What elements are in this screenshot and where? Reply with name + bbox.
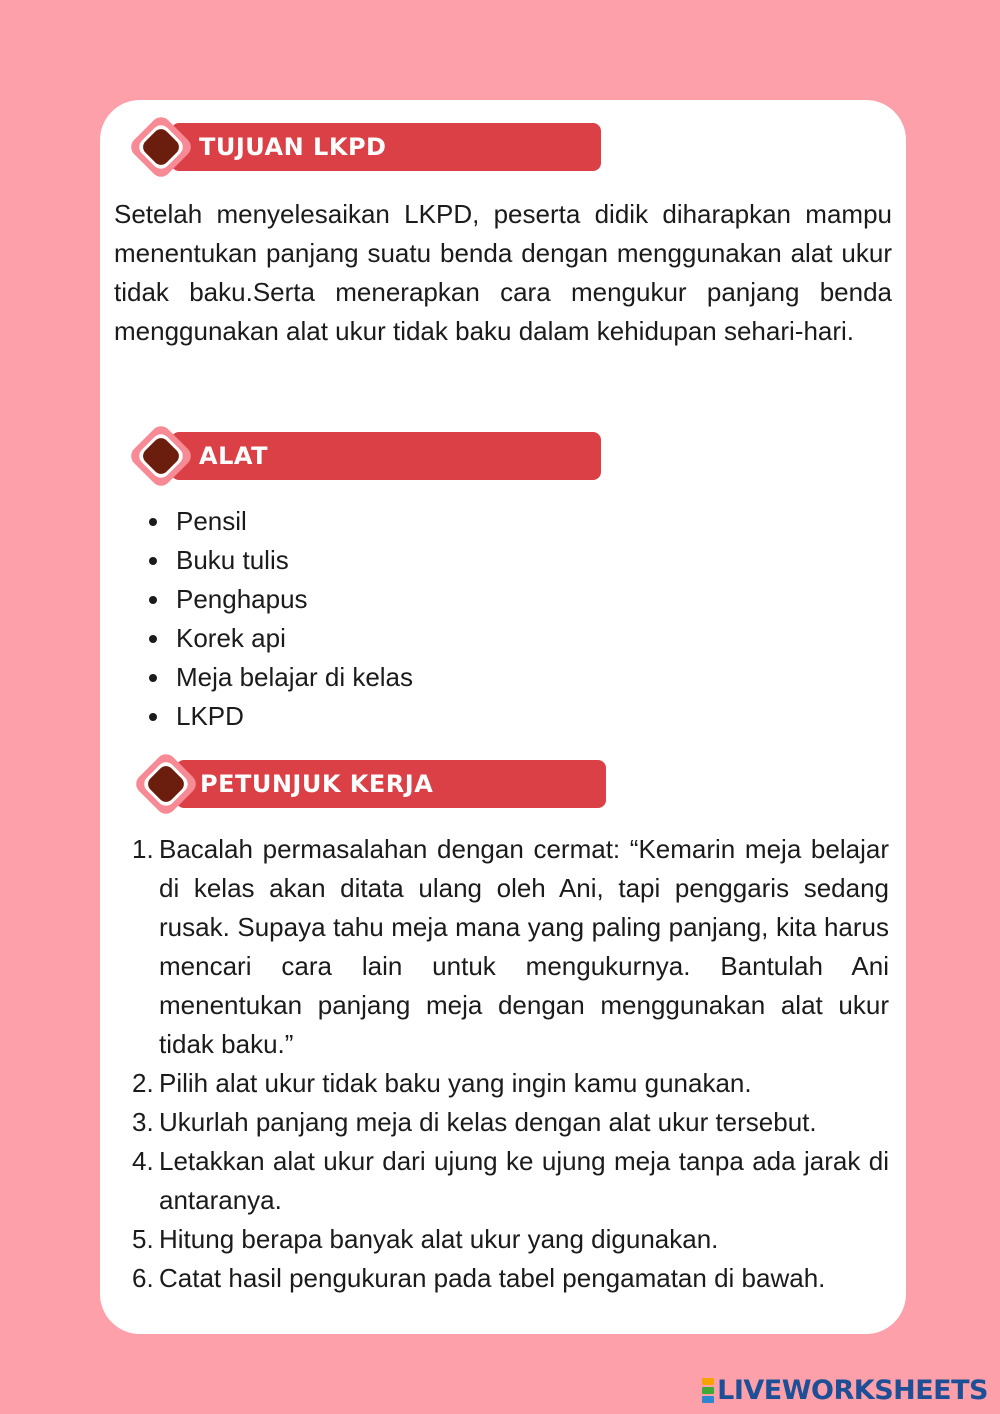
step-item (114, 1220, 889, 1259)
section-title: PETUNJUK KERJA (200, 770, 434, 798)
list-item: Penghapus (114, 580, 413, 619)
list-item: Korek api (114, 619, 413, 658)
brand-name: LIVEWORKSHEETS (717, 1374, 988, 1406)
diamond-icon (123, 109, 199, 185)
section-header-petunjuk (128, 760, 606, 808)
step-item (114, 1259, 889, 1298)
step-item (114, 1064, 889, 1103)
step-text: Hitung berapa banyak alat ukur yang digunakan. (159, 1224, 719, 1254)
list-item: Buku tulis (114, 541, 413, 580)
step-item (114, 1142, 889, 1220)
diamond-icon (128, 746, 204, 822)
step-text: Letakkan alat ukur dari ujung ke ujung meja tanpa ada jarak di antaranya. (159, 1146, 889, 1215)
step-text: Pilih alat ukur tidak baku yang ingin kamu gunakan. (159, 1068, 752, 1098)
step-number: 6. (132, 1263, 154, 1293)
step-item (114, 830, 889, 1064)
steps-list (114, 830, 889, 1298)
list-item: LKPD (114, 697, 413, 736)
section-title: ALAT (199, 442, 268, 470)
step-number: 5. (132, 1224, 154, 1254)
section-title: TUJUAN LKPD (199, 133, 387, 161)
liveworksheets-logo[interactable] (702, 1373, 988, 1407)
step-number: 3. (132, 1107, 154, 1137)
list-item: Meja belajar di kelas (114, 658, 413, 697)
list-item: Pensil (114, 502, 413, 541)
step-text: Ukurlah panjang meja di kelas dengan alat ukur tersebut. (159, 1107, 817, 1137)
objective-paragraph: Setelah menyelesaikan LKPD, peserta didik diharapkan mampu menentukan panjang suatu benda dengan menggunakan alat ukur tidak baku.Serta menerapkan cara mengukur panjang benda menggunakan alat ukur tidak baku dalam kehidupan sehari-hari. (114, 199, 892, 346)
step-number: 2. (132, 1068, 154, 1098)
step-text: Bacalah permasalahan dengan cermat: “Kemarin meja belajar di kelas akan ditata ulang oleh Ani, tapi penggaris sedang rusak. Supaya tahu meja mana yang paling panjang, kita harus mencari cara lain untuk mengukurnya. Bantulah Ani menentukan panjang meja dengan menggunakan alat ukur tidak baku.” (159, 834, 889, 1059)
step-number: 4. (132, 1146, 154, 1176)
liveworksheets-logo-icon (702, 1377, 714, 1404)
section-header-tujuan (123, 123, 601, 171)
step-number: 1. (132, 834, 154, 864)
step-item (114, 1103, 889, 1142)
section-header-alat (123, 432, 601, 480)
diamond-icon (123, 418, 199, 494)
tools-list (114, 502, 413, 736)
step-text: Catat hasil pengukuran pada tabel pengamatan di bawah. (159, 1263, 826, 1293)
